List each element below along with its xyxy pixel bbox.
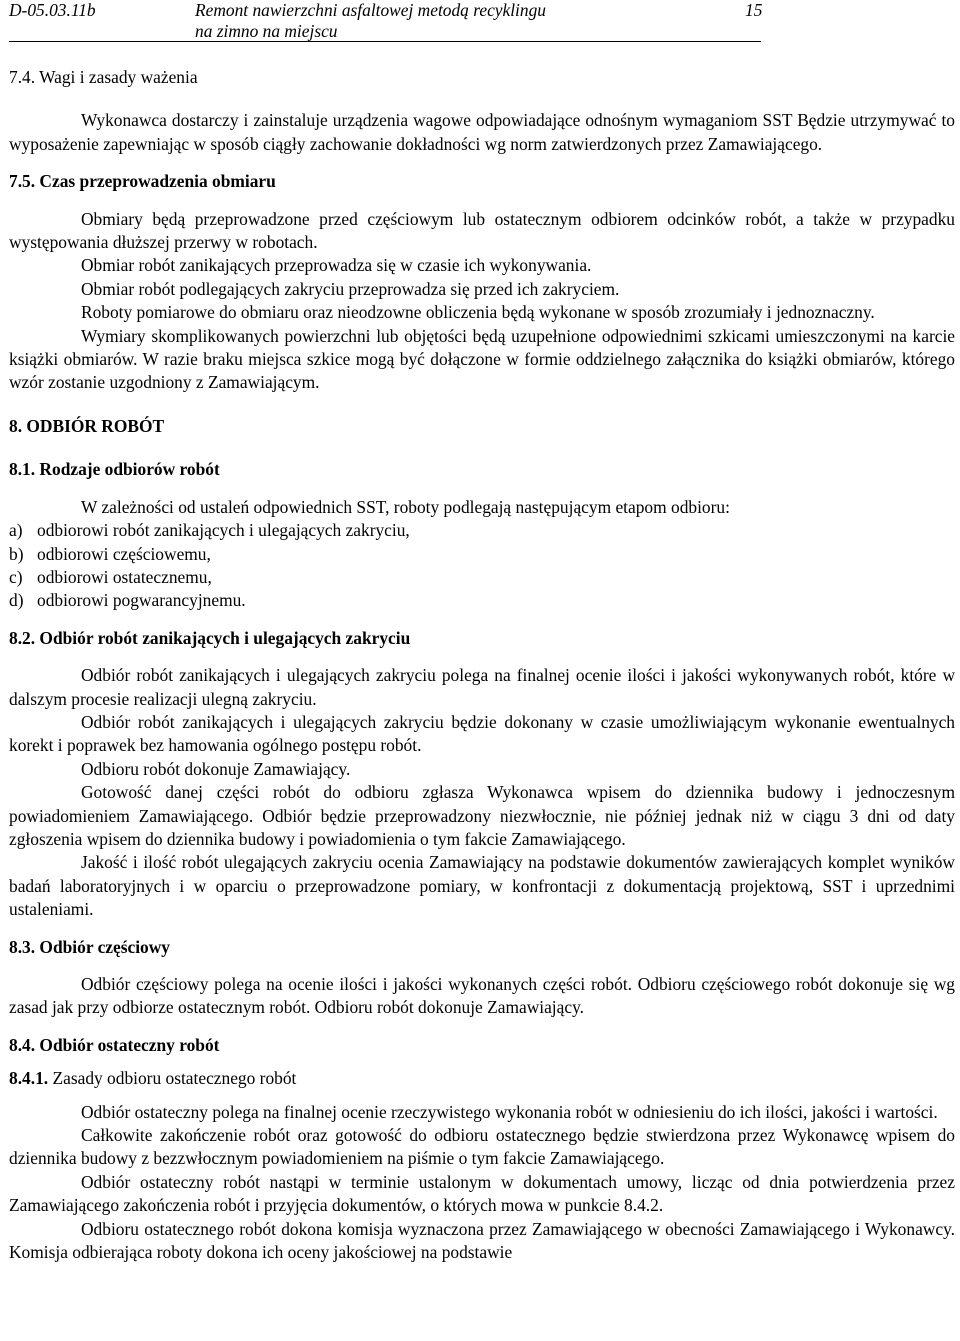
header-title-line1: Remont nawierzchni asfaltowej metodą recyklingu [195,0,546,20]
document-body [9,66,955,1264]
list-item: d) odbiorowi pogwarancyjnemu. [9,590,246,611]
header-rule [9,41,761,42]
paragraph: Odbiór ostateczny polega na finalnej ocenie rzeczywistego wykonania robót w odniesieniu do ich ilości, jakości i wartości. [81,1101,938,1122]
paragraph: Wykonawca dostarczy i zainstaluje urządzenia wagowe odpowiadające odnośnym wymaganiom SST Będzie utrzymywać to wyposażenie zapewniając w sposób ciągły zachowanie dokładności wg norm zatwierdzonych przez Zamawiającego. [9,110,955,154]
paragraph: W zależności od ustaleń odpowiednich SST, roboty podlegają następującym etapom odbioru: [81,496,730,517]
heading-8-4-1: 8.4.1. Zasady odbioru ostatecznego robót [9,1068,297,1089]
paragraph: Odbiór robót zanikających i ulegających zakryciu będzie dokonany w czasie umożliwiającym wykonanie ewentualnych korekt i poprawek bez hamowania ogólnego postępu robót. [9,711,955,756]
paragraph: Odbiór częściowy polega na ocenie ilości i jakości wykonanych części robót. Odbioru częściowego robót dokonuje się wg zasad jak przy odbiorze ostatecznym robót. Odbioru robót dokonuje Zamawiający. [9,974,955,1018]
spec-code: D-05.03.11b [9,0,96,20]
paragraph: Obmiar robót zanikających przeprowadza się w czasie ich wykonywania. [81,255,592,276]
page-number: 15 [745,0,763,20]
heading-8: 8. ODBIÓR ROBÓT [9,415,165,436]
document-page [9,0,955,1263]
paragraph: Roboty pomiarowe do obmiaru oraz nieodzowne obliczenia będą wykonane w sposób zrozumiały i jednoznaczny. [81,302,875,323]
page-header [9,0,955,44]
heading-8-3: 8.3. Odbiór częściowy [9,936,171,957]
list-item: a) odbiorowi robót zanikających i ulegających zakryciu, [9,520,410,541]
heading-8-4: 8.4. Odbiór ostateczny robót [9,1034,220,1055]
paragraph: Odbioru ostatecznego robót dokona komisja wyznaczona przez Zamawiającego w obecności Zamawiającego i Wykonawcy. Komisja odbierająca roboty dokona ich oceny jakościowej na podstawie [9,1218,955,1263]
paragraph: Gotowość danej części robót do odbioru zgłasza Wykonawca wpisem do dziennika budowy i jednoczesnym powiadomieniem Zamawiającego. Odbiór będzie przeprowadzony niezwłocznie, nie później jednak niż w ciągu 3 dni od daty zgłoszenia wpisem do dziennika budowy i powiadomienia o tym fakcie Zamawiającego. [9,782,955,849]
heading-8-1: 8.1. Rodzaje odbiorów robót [9,459,220,480]
paragraph: Odbiór robót zanikających i ulegających zakryciu polega na finalnej ocenie ilości i jakości wykonywanych robót, które w dalszym procesie realizacji ulegną zakryciu. [9,665,955,709]
list-item: c) odbiorowi ostatecznemu, [9,566,212,587]
paragraph: Obmiary będą przeprowadzone przed częściowym lub ostatecznym odbiorem odcinków robót, a także w przypadku występowania dłuższej przerwy w robotach. [9,208,955,253]
paragraph: Wymiary skomplikowanych powierzchni lub objętości będą uzupełnione odpowiednimi szkicami umieszczonymi na karcie książki obmiarów. W razie braku miejsca szkice mogą być dołączone w formie oddzielnego załącznika do książki obmiarów, którego wzór zostanie uzgodniony z Zamawiającym. [9,325,955,393]
list-item: b) odbiorowi częściowemu, [9,543,211,564]
paragraph: Całkowite zakończenie robót oraz gotowość do odbioru ostatecznego będzie stwierdzona przez Wykonawcę wpisem do dziennika budowy z bezzwłocznym powiadomieniem na piśmie o tym fakcie Zamawiającego. [9,1125,955,1169]
heading-7-4: 7.4. Wagi i zasady ważenia [9,67,198,87]
paragraph: Jakość i ilość robót ulegających zakryciu ocenia Zamawiający na podstawie dokumentów zawierających komplet wyników badań laboratoryjnych i w oparciu o przeprowadzone pomiary, w konfrontacji z dokumentacją projektową, SST i uprzednimi ustaleniami. [9,852,955,920]
heading-8-2: 8.2. Odbiór robót zanikających i ulegających zakryciu [9,627,411,648]
paragraph: Obmiar robót podlegających zakryciu przeprowadza się przed ich zakryciem. [81,278,620,299]
paragraph: Odbioru robót dokonuje Zamawiający. [81,758,351,779]
heading-7-5: 7.5. Czas przeprowadzenia obmiaru [9,171,276,192]
paragraph: Odbiór ostateczny robót nastąpi w terminie ustalonym w dokumentach umowy, licząc od dnia potwierdzenia przez Zamawiającego zakończenia robót i przyjęcia dokumentów, o których mowa w punkcie 8.4.2. [9,1171,955,1216]
header-title-line2: na zimno na miejscu [195,21,338,41]
header-title [195,0,546,42]
